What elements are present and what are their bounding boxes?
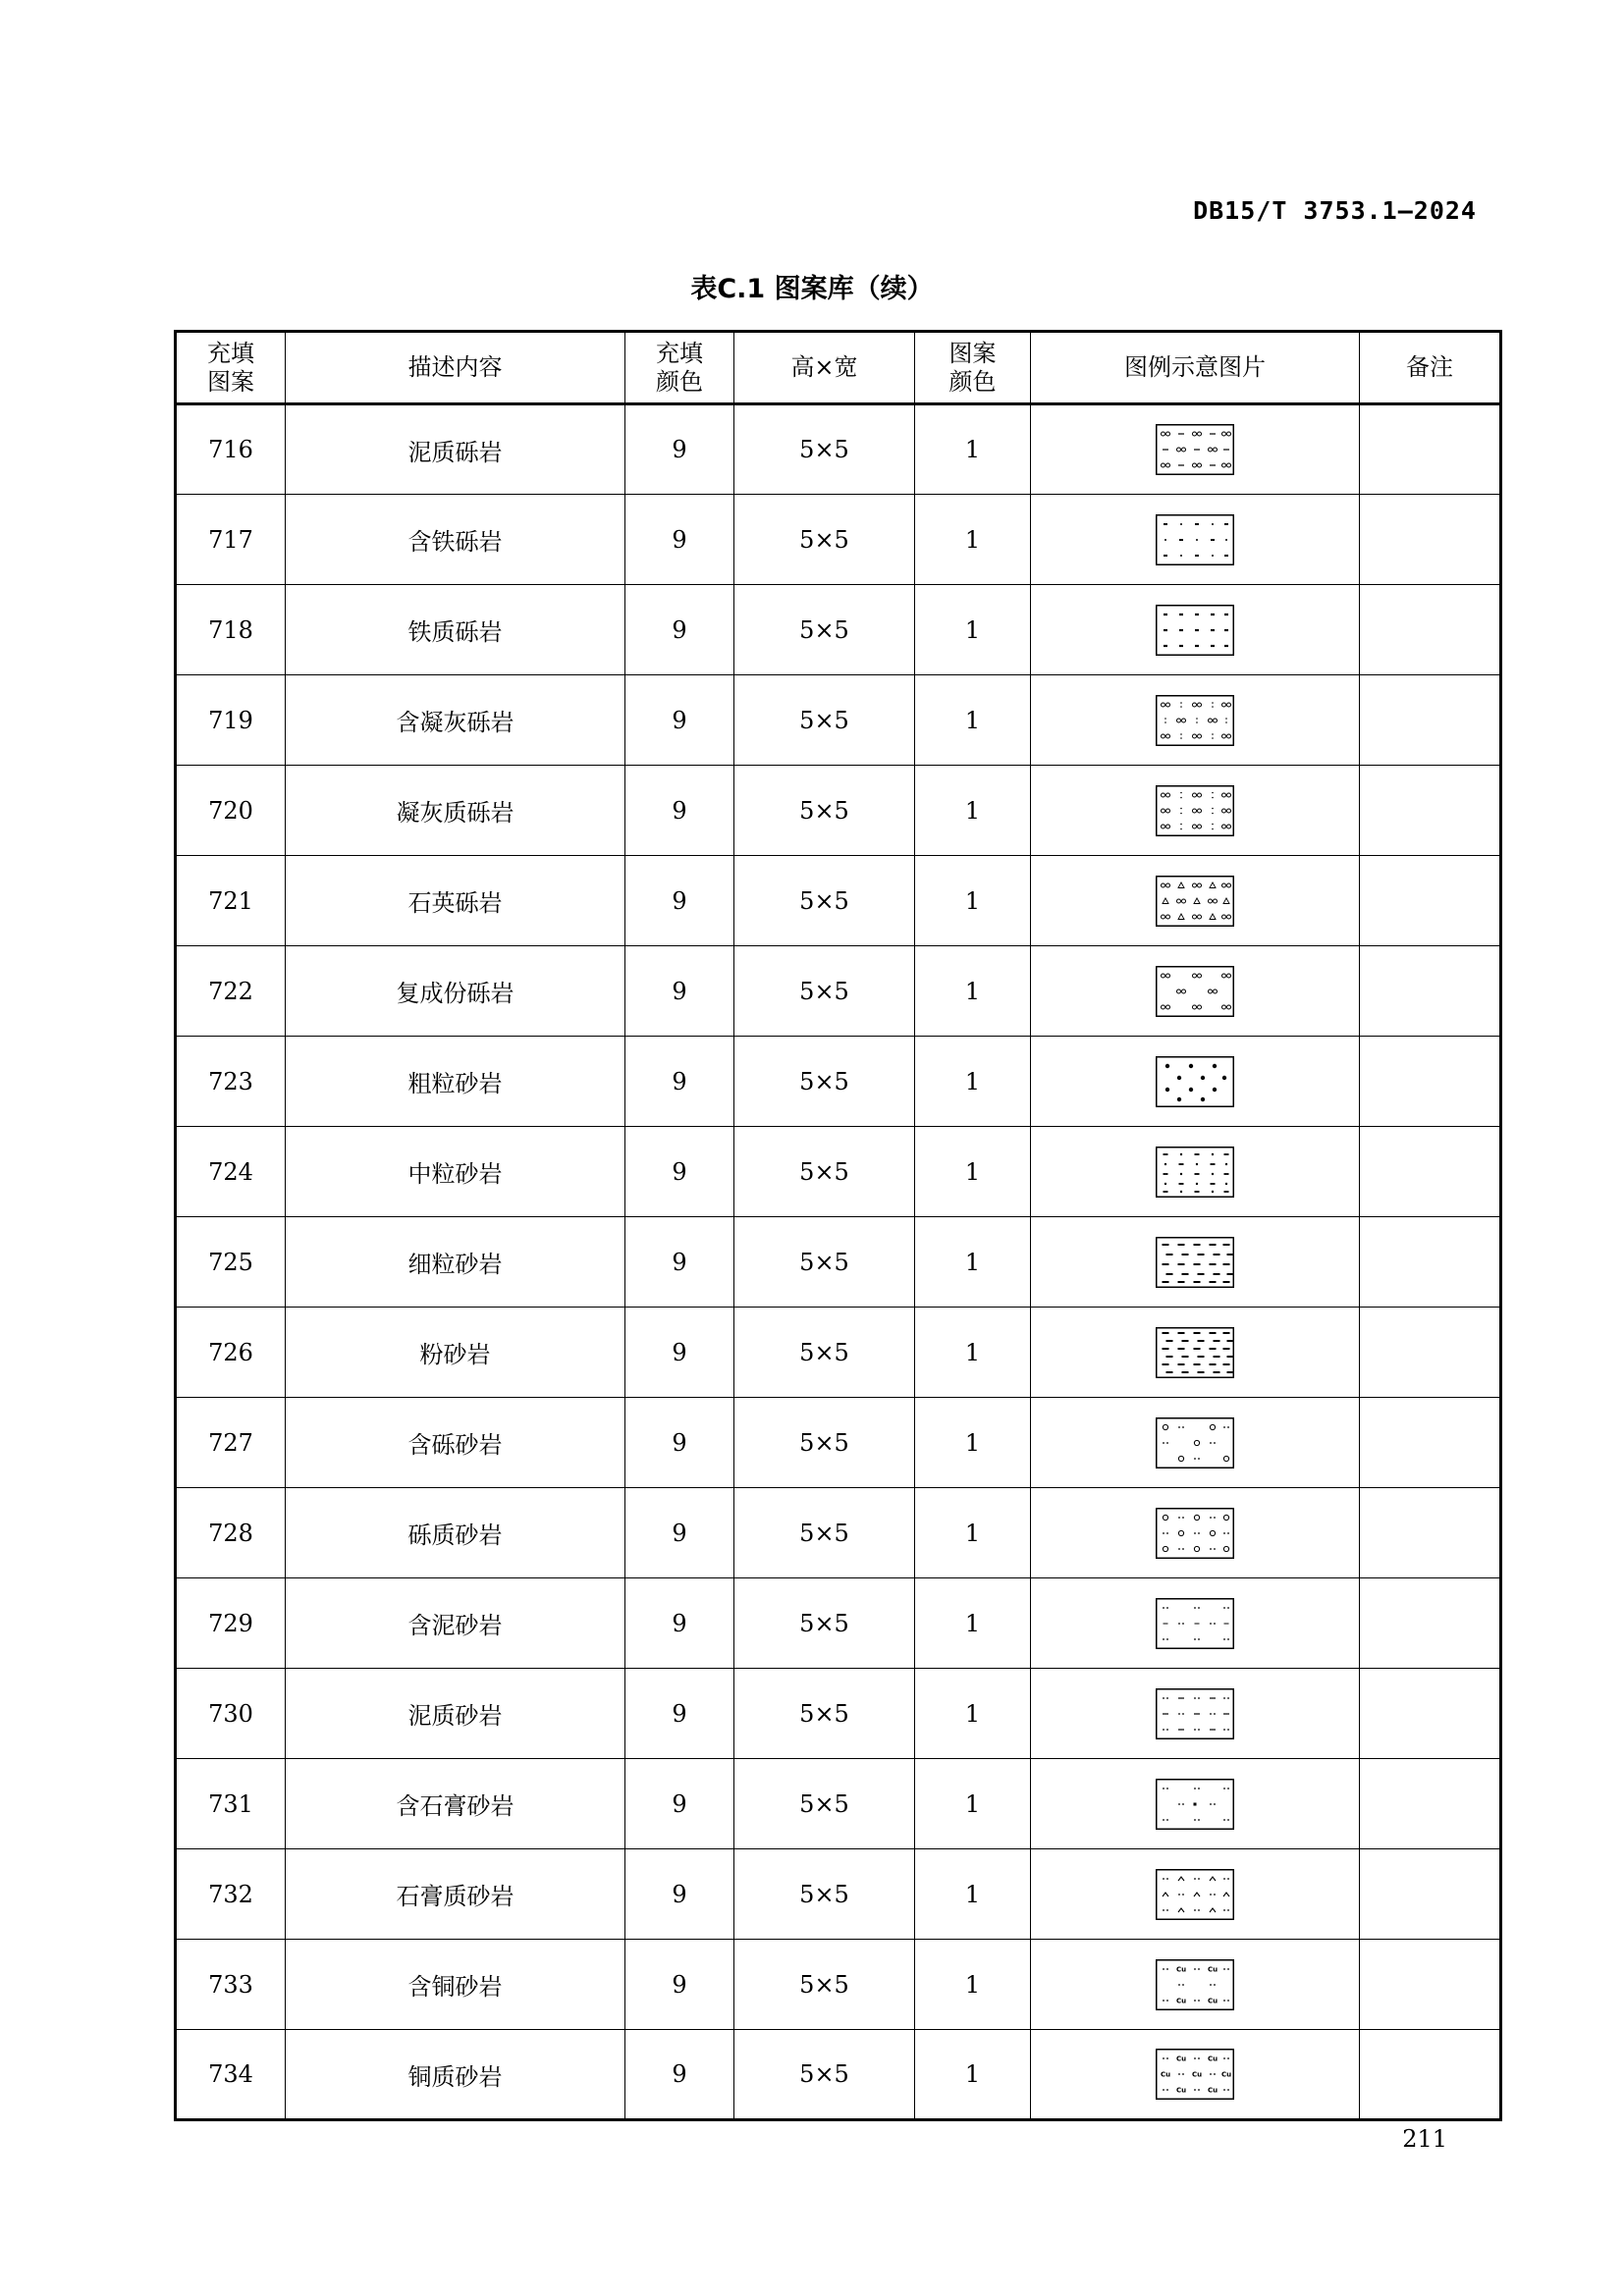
- legend-image-cell: [1031, 1669, 1360, 1759]
- svg-text:Cu: Cu: [1175, 1997, 1187, 2004]
- legend-image-cell: [1031, 1308, 1360, 1398]
- pattern-color-cell: 1: [915, 404, 1031, 495]
- svg-text:Cu: Cu: [1191, 2070, 1203, 2079]
- pattern-code-cell: 723: [176, 1037, 286, 1127]
- pattern-code-cell: 726: [176, 1308, 286, 1398]
- pattern-code-cell: 718: [176, 585, 286, 675]
- fill-color-cell: 9: [625, 1308, 734, 1398]
- pattern-color-cell: 1: [915, 1037, 1031, 1127]
- table-row: [176, 1578, 1501, 1669]
- legend-image-cell: [1031, 495, 1360, 585]
- column-header-legend-image: 图例示意图片: [1031, 332, 1360, 404]
- pattern-swatch-icon: [1156, 1688, 1234, 1739]
- remarks-cell: [1360, 585, 1501, 675]
- pattern-color-cell: 1: [915, 2030, 1031, 2120]
- table-row: [176, 1037, 1501, 1127]
- pattern-code-cell: 720: [176, 766, 286, 856]
- size-cell: 5×5: [734, 1759, 915, 1849]
- remarks-cell: [1360, 2030, 1501, 2120]
- pattern-color-cell: 1: [915, 675, 1031, 766]
- description-cell: 含石膏砂岩: [286, 1759, 625, 1849]
- table-row: [176, 1488, 1501, 1578]
- description-cell: 复成份砾岩: [286, 946, 625, 1037]
- fill-color-cell: 9: [625, 1488, 734, 1578]
- pattern-swatch-icon: [1156, 695, 1234, 746]
- remarks-cell: [1360, 1759, 1501, 1849]
- size-cell: 5×5: [734, 856, 915, 946]
- table-row: [176, 1398, 1501, 1488]
- table-row: [176, 404, 1501, 495]
- remarks-cell: [1360, 1669, 1501, 1759]
- pattern-color-cell: 1: [915, 766, 1031, 856]
- fill-color-cell: 9: [625, 1940, 734, 2030]
- pattern-code-cell: 719: [176, 675, 286, 766]
- legend-image-cell: [1031, 766, 1360, 856]
- fill-color-cell: 9: [625, 766, 734, 856]
- remarks-cell: [1360, 404, 1501, 495]
- legend-image-cell: [1031, 1578, 1360, 1669]
- description-cell: 含凝灰砾岩: [286, 675, 625, 766]
- description-cell: 泥质砾岩: [286, 404, 625, 495]
- svg-text:Cu: Cu: [1175, 2086, 1187, 2095]
- pattern-color-cell: 1: [915, 1849, 1031, 1940]
- remarks-cell: [1360, 1398, 1501, 1488]
- legend-image-cell: [1031, 1217, 1360, 1308]
- table-row: [176, 495, 1501, 585]
- table-header-row: [176, 332, 1501, 404]
- description-cell: 中粒砂岩: [286, 1127, 625, 1217]
- description-cell: 细粒砂岩: [286, 1217, 625, 1308]
- pattern-swatch-icon: [1156, 1417, 1234, 1468]
- fill-color-cell: 9: [625, 1217, 734, 1308]
- pattern-color-cell: 1: [915, 1488, 1031, 1578]
- pattern-color-cell: 1: [915, 1217, 1031, 1308]
- table-title: 表C.1 图案库（续）: [690, 274, 934, 304]
- pattern-code-cell: 727: [176, 1398, 286, 1488]
- pattern-swatch-icon: [1156, 1779, 1234, 1830]
- pattern-code-cell: 728: [176, 1488, 286, 1578]
- column-header-description: 描述内容: [286, 332, 625, 404]
- table-row: [176, 1308, 1501, 1398]
- table-row: [176, 1127, 1501, 1217]
- svg-text:Cu: Cu: [1207, 1965, 1218, 1973]
- legend-image-cell: [1031, 946, 1360, 1037]
- legend-image-cell: [1031, 585, 1360, 675]
- fill-color-cell: 9: [625, 1759, 734, 1849]
- svg-text:Cu: Cu: [1207, 2086, 1218, 2095]
- pattern-color-cell: 1: [915, 1308, 1031, 1398]
- legend-image-cell: [1031, 1849, 1360, 1940]
- size-cell: 5×5: [734, 1217, 915, 1308]
- description-cell: 含铜砂岩: [286, 1940, 625, 2030]
- size-cell: 5×5: [734, 1578, 915, 1669]
- pattern-color-cell: 1: [915, 1669, 1031, 1759]
- table-row: [176, 1849, 1501, 1940]
- size-cell: 5×5: [734, 404, 915, 495]
- column-header-size: 高×宽: [734, 332, 915, 404]
- legend-image-cell: [1031, 675, 1360, 766]
- fill-color-cell: 9: [625, 404, 734, 495]
- pattern-swatch-icon: [1156, 1147, 1234, 1198]
- remarks-cell: [1360, 946, 1501, 1037]
- pattern-code-cell: 716: [176, 404, 286, 495]
- size-cell: 5×5: [734, 946, 915, 1037]
- description-cell: 含砾砂岩: [286, 1398, 625, 1488]
- pattern-code-cell: 725: [176, 1217, 286, 1308]
- fill-color-cell: 9: [625, 2030, 734, 2120]
- size-cell: 5×5: [734, 1127, 915, 1217]
- size-cell: 5×5: [734, 585, 915, 675]
- pattern-swatch-icon: [1156, 1508, 1234, 1559]
- pattern-color-cell: 1: [915, 1398, 1031, 1488]
- remarks-cell: [1360, 1308, 1501, 1398]
- table-row: [176, 1217, 1501, 1308]
- size-cell: 5×5: [734, 1940, 915, 2030]
- pattern-color-cell: 1: [915, 856, 1031, 946]
- fill-color-cell: 9: [625, 585, 734, 675]
- description-cell: 含铁砾岩: [286, 495, 625, 585]
- legend-image-cell: [1031, 1759, 1360, 1849]
- pattern-swatch-icon: [1156, 1869, 1234, 1920]
- pattern-color-cell: 1: [915, 585, 1031, 675]
- remarks-cell: [1360, 766, 1501, 856]
- remarks-cell: [1360, 495, 1501, 585]
- pattern-code-cell: 732: [176, 1849, 286, 1940]
- remarks-cell: [1360, 1217, 1501, 1308]
- fill-color-cell: 9: [625, 675, 734, 766]
- pattern-code-cell: 731: [176, 1759, 286, 1849]
- fill-color-cell: 9: [625, 856, 734, 946]
- size-cell: 5×5: [734, 675, 915, 766]
- legend-image-cell: [1031, 856, 1360, 946]
- remarks-cell: [1360, 1037, 1501, 1127]
- table-row: [176, 946, 1501, 1037]
- size-cell: 5×5: [734, 766, 915, 856]
- column-header-remarks: 备注: [1360, 332, 1501, 404]
- table-row: [176, 856, 1501, 946]
- size-cell: 5×5: [734, 1308, 915, 1398]
- fill-color-cell: 9: [625, 946, 734, 1037]
- pattern-library-table: [174, 330, 1502, 2121]
- pattern-code-cell: 730: [176, 1669, 286, 1759]
- description-cell: 含泥砂岩: [286, 1578, 625, 1669]
- table-row: [176, 1940, 1501, 2030]
- pattern-code-cell: 729: [176, 1578, 286, 1669]
- remarks-cell: [1360, 1488, 1501, 1578]
- remarks-cell: [1360, 1127, 1501, 1217]
- description-cell: 粉砂岩: [286, 1308, 625, 1398]
- fill-color-cell: 9: [625, 1849, 734, 1940]
- legend-image-cell: [1031, 1398, 1360, 1488]
- pattern-color-cell: 1: [915, 1127, 1031, 1217]
- pattern-swatch-icon: [1156, 1056, 1234, 1107]
- description-cell: 砾质砂岩: [286, 1488, 625, 1578]
- page-number: 211: [1402, 2125, 1447, 2153]
- fill-color-cell: 9: [625, 1398, 734, 1488]
- svg-text:Cu: Cu: [1207, 1997, 1218, 2004]
- table-row: [176, 675, 1501, 766]
- fill-color-cell: 9: [625, 1578, 734, 1669]
- fill-color-cell: 9: [625, 1669, 734, 1759]
- description-cell: 凝灰质砾岩: [286, 766, 625, 856]
- pattern-swatch-icon: [1156, 605, 1234, 656]
- pattern-code-cell: 724: [176, 1127, 286, 1217]
- document-code: DB15/T 3753.1—2024: [1193, 196, 1477, 225]
- size-cell: 5×5: [734, 1488, 915, 1578]
- description-cell: 石膏质砂岩: [286, 1849, 625, 1940]
- legend-image-cell: [1031, 1037, 1360, 1127]
- remarks-cell: [1360, 1578, 1501, 1669]
- pattern-swatch-icon: [1156, 424, 1234, 475]
- description-cell: 铜质砂岩: [286, 2030, 625, 2120]
- pattern-code-cell: 721: [176, 856, 286, 946]
- size-cell: 5×5: [734, 495, 915, 585]
- pattern-code-cell: 734: [176, 2030, 286, 2120]
- pattern-swatch-icon: [1156, 1959, 1234, 2010]
- svg-text:Cu: Cu: [1207, 2055, 1218, 2063]
- pattern-color-cell: 1: [915, 1759, 1031, 1849]
- pattern-color-cell: 1: [915, 1940, 1031, 2030]
- legend-image-cell: [1031, 404, 1360, 495]
- pattern-swatch-icon: [1156, 2049, 1234, 2100]
- description-cell: 铁质砾岩: [286, 585, 625, 675]
- legend-image-cell: [1031, 1127, 1360, 1217]
- pattern-color-cell: 1: [915, 946, 1031, 1037]
- remarks-cell: [1360, 1940, 1501, 2030]
- table-row: [176, 2030, 1501, 2120]
- pattern-code-cell: 717: [176, 495, 286, 585]
- fill-color-cell: 9: [625, 495, 734, 585]
- fill-color-cell: 9: [625, 1037, 734, 1127]
- pattern-swatch-icon: [1156, 785, 1234, 836]
- remarks-cell: [1360, 1849, 1501, 1940]
- column-header-fill-color: 充填 颜色: [625, 332, 734, 404]
- pattern-code-cell: 722: [176, 946, 286, 1037]
- description-cell: 泥质砂岩: [286, 1669, 625, 1759]
- pattern-swatch-icon: [1156, 514, 1234, 565]
- description-cell: 石英砾岩: [286, 856, 625, 946]
- svg-text:Cu: Cu: [1160, 2070, 1171, 2079]
- remarks-cell: [1360, 675, 1501, 766]
- description-cell: 粗粒砂岩: [286, 1037, 625, 1127]
- fill-color-cell: 9: [625, 1127, 734, 1217]
- table-row: [176, 585, 1501, 675]
- table-row: [176, 766, 1501, 856]
- column-header-pattern-color: 图案 颜色: [915, 332, 1031, 404]
- svg-text:Cu: Cu: [1175, 2055, 1187, 2063]
- svg-text:Cu: Cu: [1220, 2070, 1232, 2079]
- size-cell: 5×5: [734, 1669, 915, 1759]
- legend-image-cell: [1031, 1940, 1360, 2030]
- legend-image-cell: [1031, 1488, 1360, 1578]
- pattern-swatch-icon: [1156, 966, 1234, 1017]
- pattern-color-cell: 1: [915, 1578, 1031, 1669]
- pattern-swatch-icon: [1156, 1237, 1234, 1288]
- svg-text:Cu: Cu: [1175, 1965, 1187, 1973]
- pattern-swatch-icon: [1156, 876, 1234, 927]
- pattern-color-cell: 1: [915, 495, 1031, 585]
- legend-image-cell: [1031, 2030, 1360, 2120]
- table-row: [176, 1759, 1501, 1849]
- pattern-swatch-icon: [1156, 1327, 1234, 1378]
- size-cell: 5×5: [734, 2030, 915, 2120]
- size-cell: 5×5: [734, 1398, 915, 1488]
- size-cell: 5×5: [734, 1037, 915, 1127]
- pattern-code-cell: 733: [176, 1940, 286, 2030]
- column-header-fill-pattern: 充填 图案: [176, 332, 286, 404]
- pattern-swatch-icon: [1156, 1598, 1234, 1649]
- size-cell: 5×5: [734, 1849, 915, 1940]
- table-row: [176, 1669, 1501, 1759]
- remarks-cell: [1360, 856, 1501, 946]
